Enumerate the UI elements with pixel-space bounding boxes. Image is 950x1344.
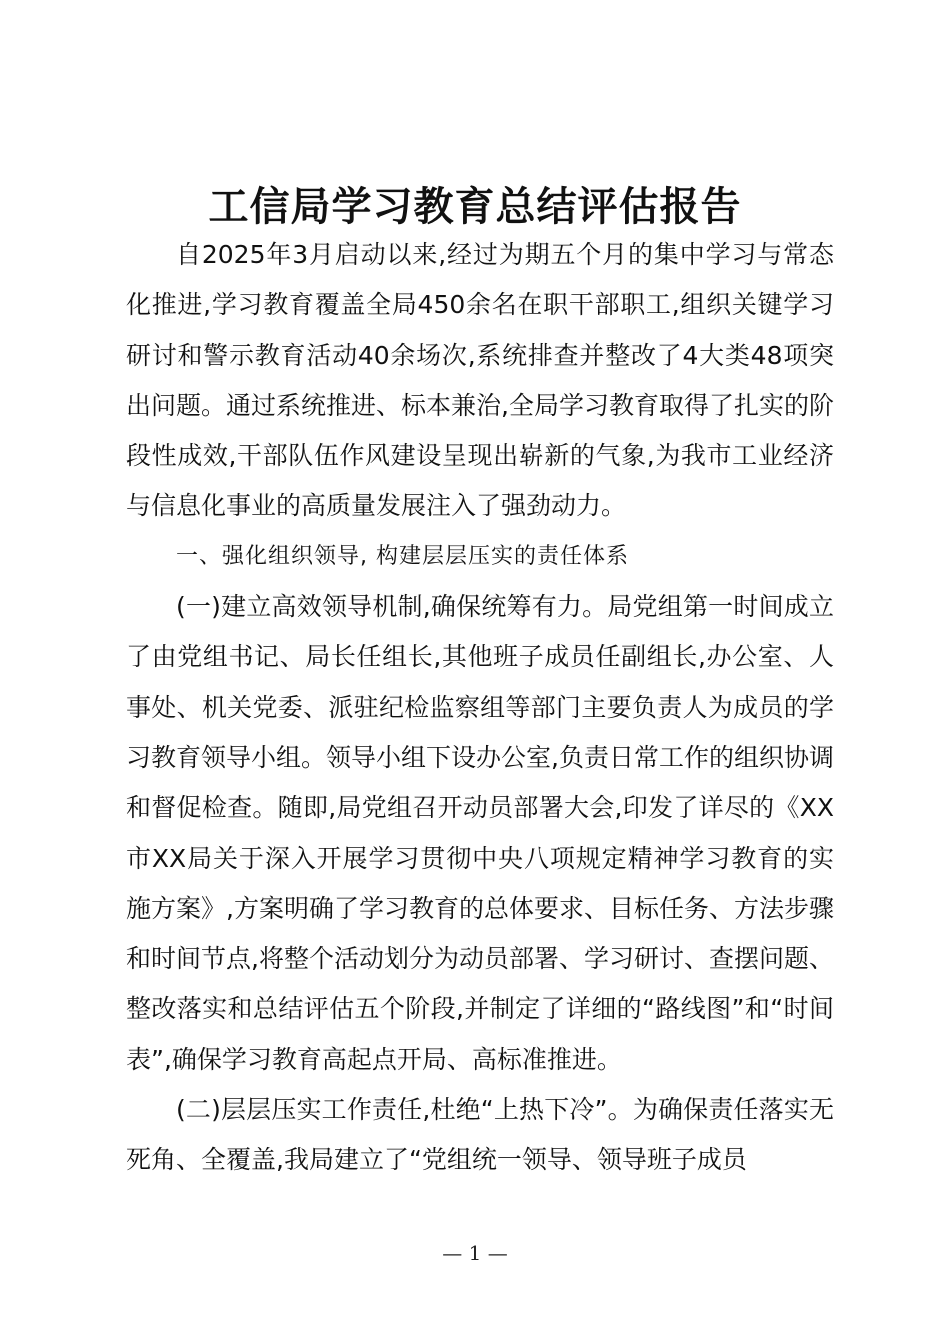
subsection-paragraph-2: (二)层层压实工作责任,杜绝“上热下冷”。为确保责任落实无死角、全覆盖,我局建立了“党组统一领导、领导班子成员 (126, 1095, 834, 1175)
subsection-paragraph-1: (一)建立高效领导机制,确保统筹有力。局党组第一时间成立了由党组书记、局长任组长,其他班子成员任副组长,办公室、人事处、机关党委、派驻纪检监察组等部门主要负责人为成员的学习教育领导小组。领导小组下设办公室,负责日常工作的组织协调和督促检查。随即,局党组召开动员部署大会,印发了详尽的《XX市XX局关于深入开展学习贯彻中央八项规定精神学习教育的实施方案》,方案明确了学习教育的总体要求、目标任务、方法步骤和时间节点,将整个活动划分为动员部署、学习研讨、查摆问题、整改落实和总结评估五个阶段,并制定了详细的“路线图”和“时间表”,确保学习教育高起点开局、高标准推进。 (126, 592, 834, 1074)
intro-paragraph: 自2025年3月启动以来,经过为期五个月的集中学习与常态化推进,学习教育覆盖全局450余名在职干部职工,组织关键学习研讨和警示教育活动40余场次,系统排查并整改了4大类48项突出问题。通过系统推进、标本兼治,全局学习教育取得了扎实的阶段性成效,干部队伍作风建设呈现出崭新的气象,为我市工业经济与信息化事业的高质量发展注入了强劲动力。 (126, 240, 834, 521)
page-number: — 1 — (442, 1241, 508, 1265)
document-title: 工信局学习教育总结评估报告 (208, 183, 742, 230)
document-body (126, 230, 834, 1186)
section-heading: 一、强化组织领导, 构建层层压实的责任体系 (176, 543, 629, 569)
